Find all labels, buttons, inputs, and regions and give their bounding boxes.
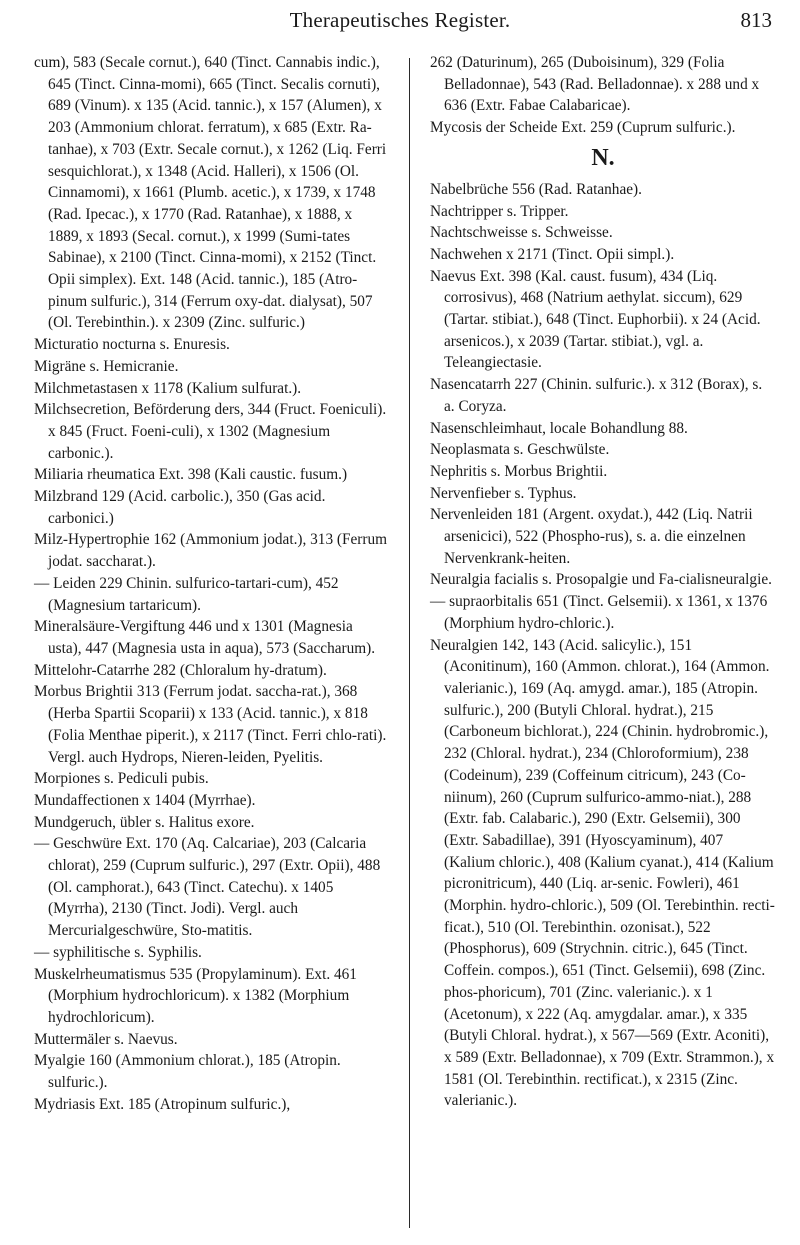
register-entry: Mittelohr-Catarrhe 282 (Chloralum hy-dratum).	[34, 661, 327, 679]
right-column	[430, 52, 776, 1112]
register-entry: Muskelrheumatismus 535 (Propylaminum). Ext. 461 (Morphium hydrochloricum). x 1382 (Morphium hydrochloricum).	[34, 965, 357, 1026]
register-entry: — Leiden 229 Chinin. sulfurico-tartari-cum), 452 (Magnesium tartaricum).	[34, 574, 339, 614]
register-entry: cum), 583 (Secale cornut.), 640 (Tinct. Cannabis indic.), 645 (Tinct. Cinna-momi), 665 (Tinct. Secalis cornuti), 689 (Vinum). x 135 (Acid. tannic.), x 157 (Alumen), x 203 (Ammonium chlorat. ferratum), x 685 (Extr. Ra-tanhae), x 703 (Extr. Secale cornut.), x 1262 (Liq. Ferri sesquichlorat.), x 1348 (Acid. Halleri), x 1506 (Ol. Cinnamomi), x 1661 (Plumb. acetic.), x 1739, x 1748 (Rad. Ipecac.), x 1770 (Rad. Ratanhae), x 1888, x 1889, x 1893 (Secal. cornut.), x 1999 (Sumi-tates Sabinae), x 2100 (Tinct. Cinna-momi), x 2152 (Tinct. Opii simplex). Ext. 148 (Acid. tannic.), 185 (Atro-pinum sulfuric.), 314 (Ferrum oxy-dat. dialysat), 507 (Ol. Terebinthin.). x 2309 (Zinc. sulfuric.)	[34, 54, 387, 332]
register-entry: — supraorbitalis 651 (Tinct. Gelsemii). x 1361, x 1376 (Morphium hydro-chloric.).	[430, 593, 768, 632]
register-entry: Morbus Brightii 313 (Ferrum jodat. saccha-rat.), 368 (Herba Spartii Scoparii) x 133 (Acid. tannic.), x 818 (Folia Menthae piperit.), x 2117 (Tinct. Ferri chlo-rati). Vergl. auch Hydrops, Nieren-leiden, Pyelitis.	[34, 683, 387, 766]
register-entry: Nachtripper s. Tripper.	[430, 202, 569, 220]
register-entry: Mundgeruch, übler s. Halitus exore.	[34, 813, 255, 831]
register-entry: Nervenleiden 181 (Argent. oxydat.), 442 (Liq. Natrii arsenicici), 522 (Phospho-rus), s. a. die einzelnen Nervenkrank-heiten.	[430, 506, 753, 567]
register-entry: Milchsecretion, Beförderung ders, 344 (Fruct. Foeniculi). x 845 (Fruct. Foeni-culi), x 1302 (Magnesium carbonic.).	[34, 401, 387, 462]
register-entry: Nabelbrüche 556 (Rad. Ratanhae).	[430, 180, 642, 198]
column-divider	[409, 58, 410, 1228]
register-entry: Mydriasis Ext. 185 (Atropinum sulfuric.),	[34, 1095, 291, 1113]
register-entry: Mineralsäure-Vergiftung 446 und x 1301 (Magnesia usta), 447 (Magnesia usta in aqua), 573 (Saccharum).	[34, 618, 376, 657]
register-entry: Muttermäler s. Naevus.	[34, 1030, 178, 1048]
register-entry: — syphilitische s. Syphilis.	[34, 943, 202, 961]
register-entry: Milz-Hypertrophie 162 (Ammonium jodat.), 313 (Ferrum jodat. saccharat.).	[34, 531, 388, 571]
right-column-entries-n	[430, 179, 776, 1112]
register-entry: Milchmetastasen x 1178 (Kalium sulfurat.).	[34, 379, 302, 397]
register-entry: Milzbrand 129 (Acid. carbolic.), 350 (Gas acid. carbonici.)	[34, 488, 326, 527]
register-entry: Nervenfieber s. Typhus.	[430, 484, 577, 502]
right-column-entries-m	[430, 52, 776, 139]
register-entry: Naevus Ext. 398 (Kal. caust. fusum), 434 (Liq. corrosivus), 468 (Natrium aethylat. siccum), 629 (Tartar. stibiat.), 648 (Tinct. Euphorbii). x 24 (Acid. arsenicos.), x 2039 (Tartar. stibiat.), vgl. a. Teleangiectasie.	[430, 267, 761, 372]
register-entry: Neuralgia facialis s. Prosopalgie und Fa-cialisneuralgie.	[430, 571, 772, 589]
page-number: 813	[740, 8, 772, 32]
page-header	[0, 8, 800, 42]
register-entry: Morpiones s. Pediculi pubis.	[34, 770, 209, 788]
register-entry: Nachtschweisse s. Schweisse.	[430, 224, 613, 242]
register-entry: 262 (Daturinum), 265 (Duboisinum), 329 (Folia Belladonnae), 543 (Rad. Belladonnae). x 288 und x 636 (Extr. Fabae Calabaricae).	[430, 54, 760, 115]
register-entry: Mundaffectionen x 1404 (Myrrhae).	[34, 791, 256, 809]
register-entry: Nephritis s. Morbus Brightii.	[430, 462, 608, 480]
register-entry: Mycosis der Scheide Ext. 259 (Cuprum sulfuric.).	[430, 119, 736, 137]
register-entry: — Geschwüre Ext. 170 (Aq. Calcariae), 203 (Calcaria chlorat), 259 (Cuprum sulfuric.), 297 (Extr. Opii), 488 (Ol. camphorat.), 643 (Tinct. Catechu). x 1405 (Myrrha), 2130 (Tinct. Jodi). Vergl. auch Mercurialgeschwüre, Sto-matitis.	[34, 835, 381, 940]
register-entry: Neuralgien 142, 143 (Acid. salicylic.), 151 (Aconitinum), 160 (Ammon. chlorat.), 164 (Ammon. valerianic.), 169 (Aq. amygd. amar.), 185 (Atropin. sulfuric.), 200 (Butyli Chloral. hydrat.), 215 (Carboneum bichlorat.), 224 (Chinin. hydrobromic.), 232 (Chloral. hydrat.), 234 (Chloroformium), 238 (Codeinum), 239 (Coffeinum citricum), 243 (Co-niinum), 260 (Cuprum sulfurico-ammo-niat.), 288 (Extr. fab. Calabaric.), 290 (Extr. Gelsemii), 300 (Extr. Sabadillae), 391 (Hyoscyaminum), 407 (Kalium chloric.), 408 (Kalium cyanat.), 414 (Kalium picronitricum), 440 (Liq. ar-senic. Fowleri), 461 (Morphin. hydro-chloric.), 509 (Ol. Terebinthin. recti-ficat.), 510 (Ol. Terebinthin. ozonisat.), 522 (Phosphorus), 609 (Strychnin. citric.), 645 (Tinct. Coffein. compos.), 651 (Tinct. Gelsemii), 698 (Zinc. phos-phoricum), 701 (Zinc. valerianic.). x 1 (Acetonum), x 222 (Aq. amygdalar. amar.), x 335 (Butyli Chloral. hydrat.), x 567—569 (Extr. Aconiti), x 589 (Extr. Belladonnae), x 709 (Extr. Strammon.), x 1581 (Ol. Terebinthin. rectificat.), x 2315 (Zinc. valerianic.).	[430, 636, 775, 1110]
register-entry: Nasencatarrh 227 (Chinin. sulfuric.). x 312 (Borax), s. a. Coryza.	[430, 376, 763, 415]
register-entry: Miliaria rheumatica Ext. 398 (Kali caustic. fusum.)	[34, 466, 348, 484]
register-entry: Neoplasmata s. Geschwülste.	[430, 441, 610, 459]
register-entry: Migräne s. Hemicranie.	[34, 357, 179, 375]
running-title: Therapeutisches Register.	[289, 8, 511, 32]
register-entry: Nasenschleimhaut, locale Bohandlung 88.	[430, 419, 688, 437]
left-column	[34, 52, 388, 1115]
register-entry: Myalgie 160 (Ammonium chlorat.), 185 (Atropin. sulfuric.).	[34, 1052, 341, 1092]
register-entry: Micturatio nocturna s. Enuresis.	[34, 336, 230, 354]
register-entry: Nachwehen x 2171 (Tinct. Opii simpl.).	[430, 245, 675, 263]
section-letter: N.	[591, 144, 615, 171]
